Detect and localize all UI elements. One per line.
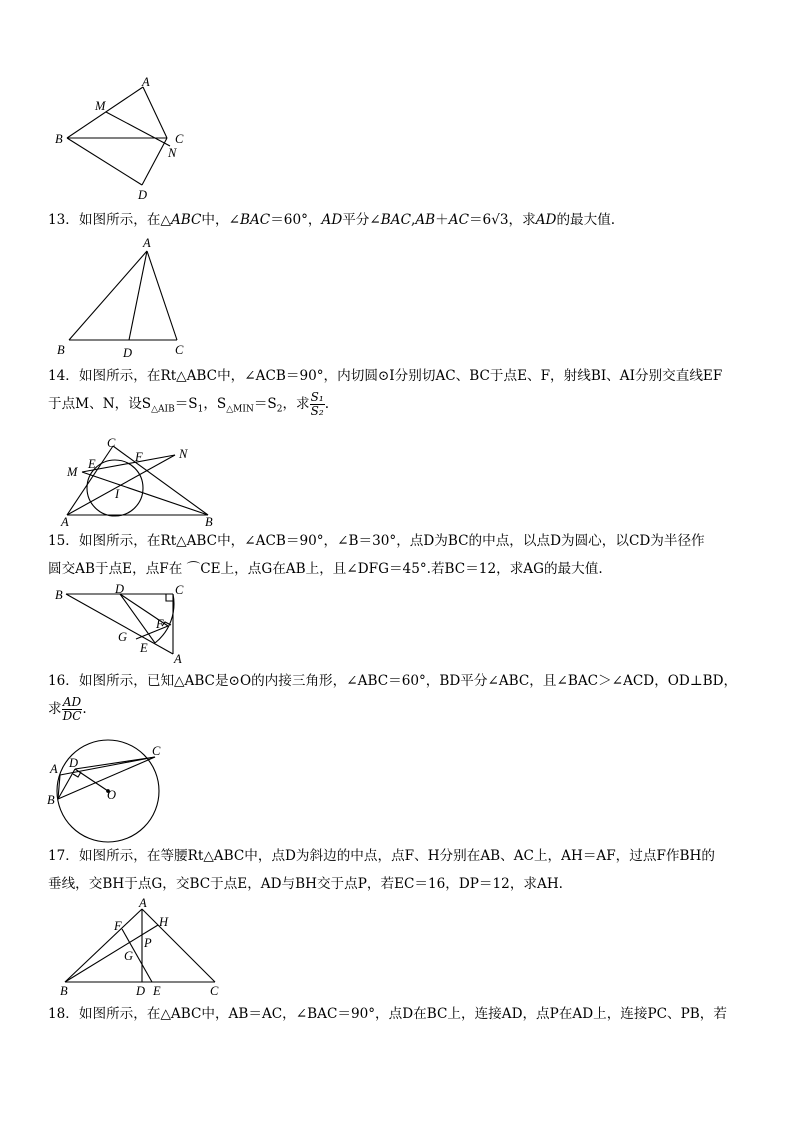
figure-14 <box>55 436 230 528</box>
problem-17: 17．如图所示，在等腰Rt△ABC中，点D为斜边的中点，点F、H分别在AB、AC上，AH＝AF，过点F作BH的 垂线，交BH于点G，交BC于点E，AD与BH交于点P，若EC＝16，DP＝12，求AH. <box>48 848 715 892</box>
label-C: C <box>152 744 161 758</box>
label-O: O <box>107 788 117 802</box>
label-B: B <box>57 343 65 357</box>
label-B: B <box>205 515 213 529</box>
label-B: B <box>55 588 63 602</box>
label-A: A <box>61 515 69 529</box>
fraction-s1-s2: $\frac{\text{S₁}}{\text{S₂}}$ <box>310 390 324 418</box>
label-N: N <box>179 447 188 461</box>
label-B: B <box>47 793 55 807</box>
label-D: D <box>136 984 146 998</box>
label-A: A <box>142 75 150 89</box>
label-B: B <box>55 132 63 146</box>
label-H: H <box>159 915 169 929</box>
label-A: A <box>143 236 151 250</box>
label-A: A <box>174 652 182 666</box>
label-D: D <box>115 582 125 596</box>
figure-16 <box>45 740 170 842</box>
label-E: E <box>153 984 161 998</box>
label-E: E <box>140 641 148 655</box>
label-E: E <box>88 457 96 471</box>
label-A: A <box>50 762 58 776</box>
label-D: D <box>123 346 133 360</box>
problem-18: 18．如图所示，在△ABC中，AB＝AC，∠BAC＝90°，点D在BC上，连接AD，点P在AD上，连接PC、PB，若 <box>48 1006 727 1022</box>
figure-17 <box>55 896 225 998</box>
label-P: P <box>144 936 152 950</box>
label-C: C <box>175 132 184 146</box>
label-M: M <box>95 99 106 113</box>
label-F: F <box>156 617 164 631</box>
label-M: M <box>67 465 78 479</box>
label-C: C <box>210 984 219 998</box>
label-G: G <box>124 949 134 963</box>
label-F: F <box>114 919 122 933</box>
problem-16: 16．如图所示，已知△ABC是⊙O的内接三角形，∠ABC＝60°，BD平分∠ABC，且∠BAC＞∠ACD，OD⊥BD， 求 $\frac{AD}{DC}$ . <box>48 673 738 723</box>
problem-13: 13．如图所示，在△ABC中，∠BAC＝60°，AD平分∠BAC,AB＋AC＝6√3，求AD的最大值. <box>48 212 616 228</box>
label-A: A <box>139 896 147 910</box>
label-G: G <box>118 630 128 644</box>
problem-15: 15．如图所示，在Rt△ABC中，∠ACB＝90°，∠B＝30°，点D为BC的中点，以点D为圆心，以CD为半径作 圆交AB于点E，点F在 ⌒CE上，点G在AB上，且∠DFG＝45°.若BC＝12，求AG的最大值. <box>48 533 705 577</box>
label-C: C <box>175 343 184 357</box>
label-B: B <box>60 984 68 998</box>
problem-14: 14．如图所示，在Rt△ABC中，∠ACB＝90°，内切圆⊙I分别切AC、BC于点E、F，射线BI、AI分别交直线EF 于点M、N，设$S_{\triangle AIB}=S_1$，$S_{\triangle MIN}=S_2$，求 $\frac{\text{S₁}}{\text{S₂}}$ . <box>48 368 723 418</box>
label-C: C <box>175 583 184 597</box>
label-F: F <box>135 450 143 464</box>
figure-15 <box>50 584 190 670</box>
label-D: D <box>138 188 148 202</box>
label-C: C <box>107 436 116 450</box>
label-D: D <box>69 756 79 770</box>
figure-12 <box>50 72 200 207</box>
label-I: I <box>115 487 120 501</box>
label-N: N <box>168 146 177 160</box>
fraction-ad-dc: $\frac{AD}{DC}$ <box>62 695 82 723</box>
figure-13 <box>50 232 200 362</box>
